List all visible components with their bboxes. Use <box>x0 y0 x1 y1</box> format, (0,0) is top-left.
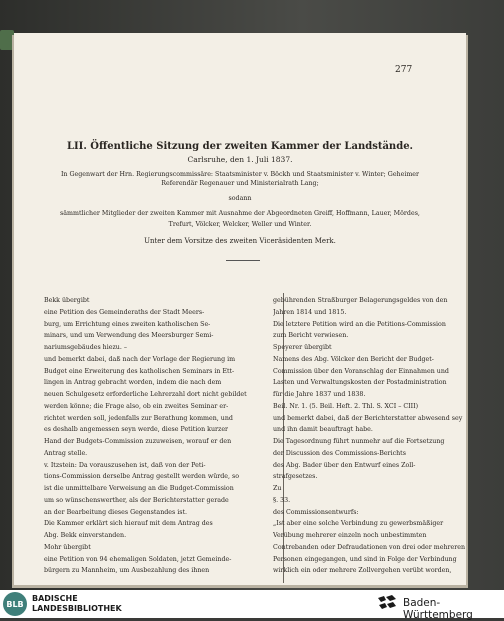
text-line: Contrebanden oder Defraudationen von drei oder mehreren <box>273 543 466 551</box>
text-line: neuen Schulgesetz erforderliche Lehrerzahl dort nicht gebildet <box>44 391 247 398</box>
section-divider <box>226 260 260 261</box>
text-line: strafgesetzes. <box>273 473 318 481</box>
text-line: Abg. Bekk einverstanden. <box>44 532 127 539</box>
blb-logo[interactable]: BLB <box>3 592 27 616</box>
text-line: §. 33. <box>273 496 291 504</box>
text-line: Lasten und Verwaltungskosten der Postadministration <box>273 379 447 387</box>
text-line: Die Kammer erklärt sich hierauf mit dem Antrag des <box>44 520 213 528</box>
text-line: Beil. Nr. 1. (5. Beil. Heft. 2. Thl. S. XCI – CIII) <box>273 402 419 410</box>
text-line: Zu <box>273 485 282 492</box>
text-line: lingen in Antrag gebracht worden, indem die nach dem <box>44 379 222 387</box>
intro-line: Trefurt, Völcker, Welcker, Weller und Winter. <box>168 221 312 228</box>
place-date: Carlsruhe, den 1. Juli 1837. <box>187 155 293 164</box>
text-line: Namens des Abg. Völcker den Bericht der Budget- <box>273 355 434 363</box>
text-line: und bemerkt dabei, daß nach der Vorlage der Regierung im <box>44 355 236 363</box>
text-line: Antrag stelle. <box>44 449 88 457</box>
text-line: Mohr übergibt <box>44 543 91 551</box>
text-line: Bekk übergibt <box>44 297 90 304</box>
text-line: Die Tagesordnung führt nunmehr auf die Fortsetzung <box>273 438 445 445</box>
text-line: um so wünschenswerther, als der Berichterstatter gerade <box>44 496 229 504</box>
text-line: Personen eingegangen, und sind in Folge der Verbindung <box>273 555 457 563</box>
text-line: Die letztere Petition wird an die Petitions-Commission <box>273 320 446 328</box>
text-line: Jahren 1814 und 1815. <box>273 308 347 316</box>
state-name[interactable]: Baden-Württemberg <box>403 597 473 621</box>
library-name[interactable] <box>32 594 122 614</box>
text-line: Hand der Budgets-Commission zuzuweisen, worauf er den <box>44 438 232 445</box>
text-line: gebührenden Straßburger Belagerungsgeldes von den <box>273 297 448 304</box>
page-number: 277 <box>395 65 413 75</box>
page-title: LII. Öffentliche Sitzung der zweiten Kammer der Landstände. <box>66 141 414 152</box>
text-line: richtet werden soll, jedenfalls zur Berathung kommen, und <box>44 414 233 422</box>
intro-line: Referendär Regenauer und Ministerialrath Lang; <box>161 180 319 187</box>
text-line: Commission über den Voranschlag der Einnahmen und <box>273 367 449 375</box>
text-line: burg, um Errichtung eines zweiten katholischen Se- <box>44 320 211 328</box>
text-line: eine Petition des Gemeinderaths der Stadt Meers- <box>44 308 205 316</box>
left-column <box>44 295 268 577</box>
right-column <box>273 295 469 577</box>
text-line: v. Itzstein: Da vorauszusehen ist, daß von der Peti- <box>44 461 206 469</box>
text-line: es deshalb angemessen seyn werde, diese Petition kurzer <box>44 426 229 434</box>
text-line: des Commissionsentwurfs: <box>273 508 359 516</box>
text-line: an der Bearbeitung dieses Gegenstandes ist. <box>44 508 188 516</box>
text-line: tions-Commission derselbe Antrag gestellt werden würde, so <box>44 473 240 481</box>
intro-line: sämmtlicher Mitglieder der zweiten Kammer mit Ausnahme der Abgeordneten Greiff, Hoffmann, Lauer, Mördes, <box>60 210 420 217</box>
text-line: der Discussion des Commissions-Berichts <box>273 449 406 457</box>
document-page <box>14 33 466 585</box>
intro-line: sodann <box>228 195 252 202</box>
text-line: Speyerer übergibt <box>273 344 332 351</box>
text-line: minars, und um Verwendung des Meersburger Semi- <box>44 332 214 340</box>
text-line: und bemerkt dabei, daß der Berichterstatter abwesend sey <box>273 414 463 422</box>
text-line: zum Bericht verwiesen. <box>273 332 349 340</box>
library-name-line2: LANDESBIBLIOTHEK <box>32 604 122 613</box>
state-crest-icon[interactable] <box>376 594 398 612</box>
text-line: ist die unmittelbare Verweisung an die Budget-Commission <box>44 485 234 492</box>
library-name-line1: BADISCHE <box>32 594 78 603</box>
intro-line: In Gegenwart der Hrn. Regierungscommissäre: Staatsminister v. Böckh und Staatsminister v. Winter; Geheimer <box>60 171 420 178</box>
text-line: werden könne; die Frage also, ob ein zweites Seminar er- <box>44 402 229 410</box>
text-line: wirklich ein oder mehrere Zollvergehen verübt worden, <box>273 567 452 575</box>
text-line: „Ist aber eine solche Verbindung zu gewerbsmäßiger <box>273 520 444 528</box>
presiding-line: Unter dem Vorsitze des zweiten Viceräsidenten Merk. <box>144 237 336 245</box>
text-line: für die Jahre 1837 und 1838. <box>273 391 366 398</box>
text-line: bürgern zu Mannheim, um Ausbezahlung des ihnen <box>44 567 210 575</box>
text-line: nariumsgebäudes hiezu. – <box>44 344 128 351</box>
text-line: Verübung mehrerer einzeln noch unbestimmten <box>273 532 427 539</box>
text-line: und ihn damit beauftragt habe. <box>273 426 373 434</box>
text-line: des Abg. Bader über den Entwurf eines Zoll- <box>273 461 416 469</box>
text-line: eine Petition von 94 ehemaligen Soldaten, jetzt Gemeinde- <box>44 555 232 563</box>
text-line: Budget eine Erweiterung des katholischen Seminars in Ett- <box>44 367 235 375</box>
